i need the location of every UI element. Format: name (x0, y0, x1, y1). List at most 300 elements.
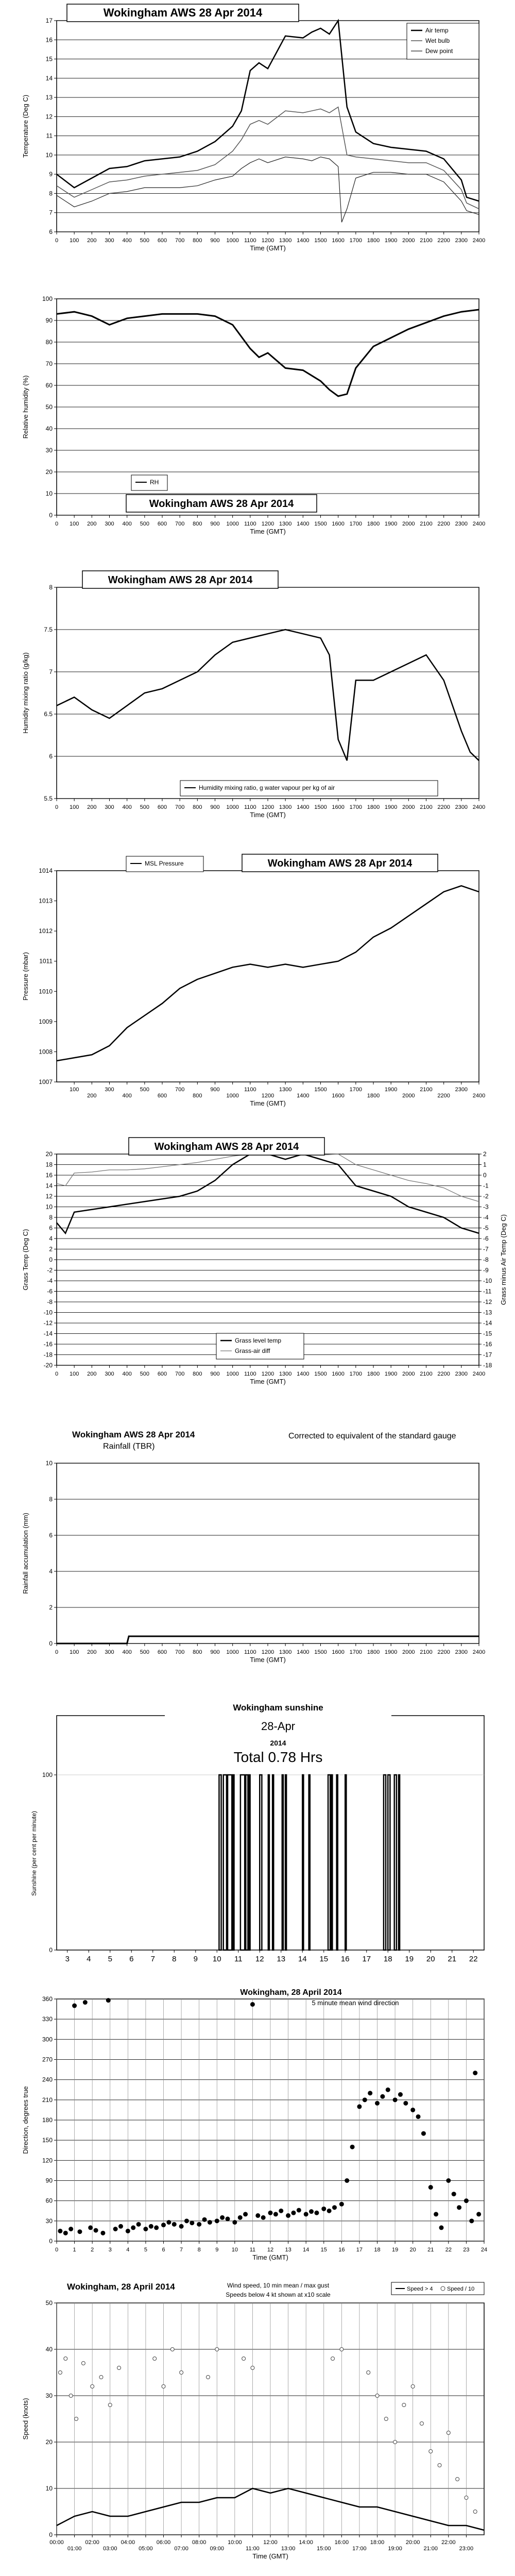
x-tick-label: 2200 (437, 804, 450, 810)
chart-total: Total 0.78 Hrs (233, 1749, 323, 1765)
x-tick-label: 5 (144, 2247, 147, 2253)
y-tick-label: 1014 (39, 867, 53, 874)
x-tick-label: 0 (55, 1649, 59, 1655)
x-tick-label: 2300 (455, 804, 468, 810)
rainfall-chart (0, 1417, 515, 1700)
y2-tick-label: -18 (483, 1362, 492, 1369)
y-tick-label: 11 (46, 132, 53, 140)
x-tick-label: 6 (162, 2247, 165, 2253)
speed-scaled-point (447, 2431, 450, 2435)
direction-point (469, 2218, 474, 2223)
direction-point (77, 2229, 82, 2234)
y-axis-label: Speed (knots) (22, 2398, 29, 2440)
pressure-chart (0, 850, 515, 1133)
grass-temp-chart (0, 1133, 515, 1417)
speed-scaled-point (170, 2348, 174, 2351)
direction-point (63, 2231, 68, 2235)
y-tick-label: 30 (45, 2217, 53, 2225)
chart-year: 2014 (270, 1739, 286, 1747)
y-tick-label: 10 (45, 1460, 53, 1467)
x-tick-label: 11 (234, 1955, 243, 1963)
x-tick-label: 1900 (384, 1371, 398, 1377)
chart-subtitle: Wind speed, 10 min mean / max gust (227, 2282, 330, 2289)
chart-panel-grass-temp (0, 1133, 515, 1417)
x-tick-label: 600 (157, 238, 167, 244)
direction-point (243, 2212, 248, 2216)
chart-panel-wind-direction (0, 1984, 515, 2277)
x-tick-label: 1300 (279, 238, 292, 244)
sunshine-bar (233, 1775, 234, 1950)
x-tick-label: 200 (87, 521, 97, 527)
legend-label: Air temp (425, 27, 449, 34)
temperature-chart (0, 0, 515, 283)
x-tick-label: 07:00 (174, 2546, 188, 2552)
chart-title: Wokingham AWS 28 Apr 2014 (108, 574, 253, 586)
x-tick-label: 1000 (226, 804, 239, 810)
x-tick-label: 0 (55, 238, 59, 244)
x-tick-label: 05:00 (139, 2546, 153, 2552)
x-tick-label: 9 (193, 1955, 198, 1963)
chart-panel-sunshine (0, 1700, 515, 1984)
x-tick-label: 09:00 (210, 2546, 225, 2552)
direction-point (58, 2229, 62, 2233)
direction-point (184, 2218, 189, 2223)
y-tick-label: 240 (42, 2076, 53, 2083)
x-tick-label: 500 (140, 1649, 150, 1655)
x-tick-label: 400 (122, 804, 132, 810)
y-tick-label: 20 (45, 2438, 53, 2446)
x-tick-label: 21 (427, 2247, 434, 2253)
y-tick-label: 20 (45, 468, 53, 476)
direction-point (309, 2209, 314, 2214)
y-tick-label: 6 (49, 1532, 53, 1539)
x-tick-label: 300 (105, 1371, 114, 1377)
direction-point (286, 2213, 290, 2218)
direction-point (416, 2114, 421, 2119)
x-tick-label: 1200 (261, 1093, 274, 1099)
x-tick-label: 2100 (420, 804, 433, 810)
x-tick-label: 400 (122, 238, 132, 244)
direction-point (452, 2192, 456, 2196)
legend-label: RH (150, 479, 159, 486)
x-tick-label: 12 (267, 2247, 274, 2253)
y-tick-label: 1012 (39, 927, 53, 935)
x-tick-label: 7 (180, 2247, 183, 2253)
y-tick-label: 2 (49, 1245, 53, 1253)
direction-point (473, 2071, 477, 2075)
y2-tick-label: -15 (483, 1330, 492, 1337)
direction-point (314, 2211, 319, 2215)
x-tick-label: 400 (122, 1649, 132, 1655)
x-tick-label: 700 (175, 1087, 185, 1093)
speed-scaled-point (108, 2403, 112, 2407)
x-tick-label: 100 (69, 1649, 79, 1655)
x-tick-label: 500 (140, 1087, 150, 1093)
speed-scaled-point (384, 2417, 388, 2421)
y-tick-label: 8 (49, 1214, 53, 1221)
x-tick-label: 23 (463, 2247, 470, 2253)
x-tick-label: 0 (55, 2247, 59, 2253)
speed-scaled-point (251, 2366, 254, 2370)
x-tick-label: 14 (298, 1955, 307, 1963)
direction-point (68, 2227, 73, 2231)
y-tick-label: -16 (43, 1341, 53, 1348)
legend-label: MSL Pressure (145, 860, 184, 867)
chart-title: Wokingham AWS 28 Apr 2014 (149, 498, 294, 510)
x-tick-label: 900 (210, 1649, 220, 1655)
x-tick-label: 800 (193, 1371, 202, 1377)
x-tick-label: 21 (448, 1955, 457, 1963)
x-tick-label: 9 (215, 2247, 219, 2253)
y-tick-label: 360 (42, 1995, 53, 2003)
x-tick-label: 500 (140, 521, 150, 527)
y-axis-label: Direction, degrees true (22, 2086, 29, 2154)
x-tick-label: 1900 (384, 1649, 398, 1655)
x-tick-label: 23:00 (459, 2546, 474, 2552)
x-tick-label: 5 (108, 1955, 112, 1963)
x-tick-label: 1000 (226, 521, 239, 527)
x-tick-label: 10 (212, 1955, 221, 1963)
x-tick-label: 1900 (384, 1087, 398, 1093)
x-tick-label: 13 (277, 1955, 286, 1963)
sunshine-bar (249, 1775, 250, 1950)
y2-tick-label: -3 (483, 1203, 489, 1211)
y-tick-label: 6 (49, 1224, 53, 1232)
direction-point (88, 2225, 93, 2230)
direction-point (106, 1998, 111, 2003)
x-tick-label: 2000 (402, 1371, 415, 1377)
x-tick-label: 1900 (384, 804, 398, 810)
sunshine-bar (282, 1775, 283, 1950)
speed-scaled-point (69, 2394, 73, 2398)
speed-scaled-point (58, 2371, 62, 2375)
direction-point (332, 2205, 337, 2210)
direction-point (279, 2209, 283, 2213)
y-tick-label: 12 (45, 113, 53, 121)
x-tick-label: 800 (193, 1093, 202, 1099)
y-tick-label: 7 (49, 668, 53, 675)
x-tick-label: 1100 (244, 804, 256, 810)
x-tick-label: 11:00 (246, 2546, 260, 2552)
x-axis-label: Time (GMT) (250, 811, 286, 819)
y2-tick-label: -6 (483, 1235, 489, 1242)
x-tick-label: 11 (249, 2247, 256, 2253)
direction-point (428, 2185, 433, 2190)
y-tick-label: 2 (49, 1604, 53, 1611)
y-tick-label: 12 (45, 1193, 53, 1200)
y2-tick-label: -8 (483, 1256, 489, 1263)
x-tick-label: 200 (87, 1371, 97, 1377)
y-tick-label: 0 (49, 2238, 53, 2245)
sunshine-bar (302, 1775, 303, 1950)
x-tick-label: 1600 (332, 804, 345, 810)
y-tick-label: 150 (42, 2137, 53, 2144)
speed-scaled-point (429, 2450, 433, 2453)
x-tick-label: 2400 (472, 238, 486, 244)
speed-scaled-point (402, 2403, 406, 2407)
x-tick-label: 1700 (349, 521, 363, 527)
x-tick-label: 6 (129, 1955, 134, 1963)
sunshine-bar (331, 1775, 332, 1950)
chart-title: Wokingham, 28 April 2014 (240, 1988, 342, 1997)
x-tick-label: 1800 (367, 1649, 380, 1655)
x-tick-label: 600 (157, 1371, 167, 1377)
x-tick-label: 100 (69, 804, 79, 810)
x-tick-label: 1200 (261, 1371, 274, 1377)
x-tick-label: 500 (140, 804, 150, 810)
y-tick-label: -6 (47, 1287, 53, 1295)
speed-scaled-point (99, 2376, 103, 2379)
x-tick-label: 4 (87, 1955, 91, 1963)
x-tick-label: 1500 (314, 804, 327, 810)
x-tick-label: 1400 (297, 1371, 310, 1377)
y2-tick-label: -14 (483, 1319, 492, 1327)
direction-point (403, 2101, 408, 2106)
y2-tick-label: 1 (483, 1161, 487, 1168)
y-axis-label: Humidity mixing ratio (g/kg) (22, 652, 29, 734)
y-tick-label: 7.5 (44, 626, 53, 633)
x-axis-label: Time (GMT) (250, 1099, 286, 1107)
x-tick-label: 22 (469, 1955, 478, 1963)
sunshine-chart (0, 1700, 515, 1984)
x-tick-label: 18 (374, 2247, 381, 2253)
x-axis-label: Time (GMT) (250, 1656, 286, 1664)
y-tick-label: 90 (45, 2177, 53, 2184)
y2-tick-label: -16 (483, 1341, 492, 1348)
direction-point (72, 2004, 77, 2008)
y-tick-label: 1009 (39, 1018, 53, 1025)
y-tick-label: 40 (45, 425, 53, 432)
x-tick-label: 1 (73, 2247, 76, 2253)
x-tick-label: 16:00 (334, 2539, 349, 2546)
x-tick-label: 1000 (226, 1093, 239, 1099)
direction-point (261, 2215, 266, 2220)
direction-point (398, 2092, 403, 2097)
x-tick-label: 18:00 (370, 2539, 385, 2546)
y-axis-label: Grass Temp (Deg C) (22, 1229, 29, 1291)
y-tick-label: 4 (49, 1235, 53, 1242)
x-tick-label: 20:00 (405, 2539, 420, 2546)
x-tick-label: 600 (157, 1649, 167, 1655)
y2-tick-label: -13 (483, 1309, 492, 1316)
x-tick-label: 2400 (472, 1649, 486, 1655)
x-tick-label: 900 (210, 1371, 220, 1377)
y-tick-label: 180 (42, 2116, 53, 2124)
x-tick-label: 900 (210, 238, 220, 244)
x-tick-label: 1800 (367, 238, 380, 244)
speed-scaled-point (465, 2496, 468, 2500)
x-tick-label: 19 (405, 1955, 414, 1963)
x-tick-label: 800 (193, 1649, 202, 1655)
x-tick-label: 1400 (297, 1093, 310, 1099)
direction-point (190, 2221, 194, 2225)
x-tick-label: 15 (319, 1955, 329, 1963)
x-tick-label: 20 (426, 1955, 435, 1963)
legend-label: Humidity mixing ratio, g water vapour per kg of air (199, 784, 335, 791)
direction-point (273, 2212, 278, 2216)
x-tick-label: 800 (193, 521, 202, 527)
x-tick-label: 200 (87, 1649, 97, 1655)
speed-scaled-point (215, 2348, 219, 2351)
y2-tick-label: 2 (483, 1150, 487, 1158)
speed-scaled-point (456, 2478, 459, 2481)
y-tick-label: 8 (49, 190, 53, 197)
direction-point (149, 2224, 153, 2229)
y2-tick-label: -10 (483, 1277, 492, 1284)
direction-point (172, 2222, 177, 2227)
x-tick-label: 1500 (314, 238, 327, 244)
y-tick-label: 300 (42, 2036, 53, 2043)
y-tick-label: 6 (49, 753, 53, 760)
x-tick-label: 0 (55, 804, 59, 810)
humidity-chart (0, 283, 515, 567)
direction-point (250, 2002, 255, 2007)
y-tick-label: 1008 (39, 1048, 53, 1056)
x-tick-label: 03:00 (102, 2546, 117, 2552)
x-tick-label: 700 (175, 1649, 185, 1655)
x-tick-label: 17 (356, 2247, 363, 2253)
x-tick-label: 200 (87, 1093, 97, 1099)
x-axis-label: Time (GMT) (250, 528, 286, 535)
x-tick-label: 12 (255, 1955, 264, 1963)
direction-point (136, 2222, 141, 2227)
y-tick-label: 0 (49, 2531, 53, 2538)
y-tick-label: 120 (42, 2157, 53, 2164)
chart-panel-humidity (0, 283, 515, 567)
plot-area (57, 871, 479, 1082)
speed-scaled-point (180, 2371, 183, 2375)
sunshine-bar (309, 1775, 310, 1950)
direction-point (439, 2225, 444, 2230)
legend-label: Speed > 4 (407, 2286, 433, 2292)
chart-panel-rainfall (0, 1417, 515, 1700)
speed-scaled-point (420, 2422, 423, 2426)
direction-point (345, 2178, 349, 2183)
y-tick-label: 90 (45, 317, 53, 324)
direction-point (434, 2212, 438, 2216)
x-tick-label: 1200 (261, 1649, 274, 1655)
x-tick-label: 1000 (226, 1371, 239, 1377)
x-tick-label: 10:00 (228, 2539, 242, 2546)
x-tick-label: 1100 (244, 521, 256, 527)
speed-scaled-point (411, 2385, 415, 2388)
y-tick-label: 100 (42, 1771, 53, 1778)
plot-area (57, 587, 479, 799)
x-tick-label: 2000 (402, 521, 415, 527)
legend-swatch (441, 2286, 445, 2291)
speed-scaled-point (438, 2464, 441, 2467)
direction-point (421, 2131, 426, 2136)
y2-tick-label: -4 (483, 1214, 489, 1221)
x-tick-label: 3 (108, 2247, 112, 2253)
legend-label: Dew point (425, 47, 453, 55)
x-tick-label: 06:00 (156, 2539, 171, 2546)
x-tick-label: 24 (480, 2247, 488, 2253)
y-tick-label: 60 (45, 382, 53, 389)
y-tick-label: 10 (45, 2485, 53, 2492)
speed-scaled-point (81, 2362, 85, 2365)
x-tick-label: 1100 (244, 1087, 256, 1093)
chart-note: Corrected to equivalent of the standard gauge (288, 1432, 456, 1440)
wind-direction-chart (0, 1984, 515, 2277)
speed-scaled-point (91, 2385, 94, 2388)
speed-scaled-point (473, 2510, 477, 2514)
y2-axis-label: Grass minus Air Temp (Deg C) (500, 1214, 507, 1306)
y-tick-label: -20 (43, 1362, 53, 1369)
y-tick-label: 30 (45, 2392, 53, 2399)
y-tick-label: 0 (49, 1640, 53, 1647)
y-tick-label: -4 (47, 1277, 53, 1284)
x-tick-label: 0 (55, 521, 59, 527)
direction-point (304, 2212, 308, 2216)
chart-panel-mixing-ratio (0, 567, 515, 850)
x-tick-label: 900 (210, 804, 220, 810)
chart-subtitle: Rainfall (TBR) (103, 1442, 155, 1451)
y2-tick-label: -5 (483, 1224, 489, 1232)
direction-point (154, 2225, 159, 2230)
x-tick-label: 01:00 (67, 2546, 82, 2552)
y-tick-label: 70 (45, 360, 53, 367)
y-tick-label: 1010 (39, 988, 53, 995)
x-tick-label: 1600 (332, 1371, 345, 1377)
direction-point (161, 2223, 166, 2227)
x-tick-label: 18 (383, 1955, 392, 1963)
y-tick-label: 20 (45, 1150, 53, 1158)
sunshine-bar (268, 1775, 269, 1950)
x-tick-label: 2300 (455, 1087, 468, 1093)
speed-scaled-point (331, 2357, 335, 2361)
direction-point (321, 2207, 326, 2211)
y-tick-label: 9 (49, 171, 53, 178)
x-tick-label: 600 (157, 804, 167, 810)
y-tick-label: -8 (47, 1298, 53, 1306)
y-tick-label: 14 (45, 74, 53, 82)
x-tick-label: 15:00 (316, 2546, 331, 2552)
speed-scaled-point (117, 2366, 121, 2370)
direction-point (476, 2212, 481, 2216)
x-tick-label: 200 (87, 238, 97, 244)
x-tick-label: 700 (175, 804, 185, 810)
x-tick-label: 22 (445, 2247, 452, 2253)
direction-point (375, 2101, 380, 2106)
x-tick-label: 2000 (402, 1649, 415, 1655)
speed-scaled-point (162, 2385, 165, 2388)
chart-note: Speeds below 4 kt shown at x10 scale (226, 2291, 331, 2298)
speed-scaled-point (340, 2348, 344, 2351)
x-tick-label: 08:00 (192, 2539, 207, 2546)
x-tick-label: 1900 (384, 238, 398, 244)
y-tick-label: 5.5 (44, 795, 53, 802)
x-tick-label: 16 (338, 2247, 345, 2253)
y-tick-label: 16 (45, 1172, 53, 1179)
y-tick-label: 80 (45, 338, 53, 346)
y-tick-label: 40 (45, 2346, 53, 2353)
y2-tick-label: -11 (483, 1287, 492, 1295)
x-tick-label: 400 (122, 1093, 132, 1099)
direction-point (131, 2225, 135, 2230)
x-tick-label: 1600 (332, 1093, 345, 1099)
direction-point (350, 2145, 355, 2149)
direction-point (83, 2000, 88, 2005)
legend-label: Speed / 10 (447, 2286, 475, 2292)
direction-point (380, 2094, 385, 2099)
mixing-ratio-chart (0, 567, 515, 850)
chart-panel-wind-speed (0, 2277, 515, 2571)
y-tick-label: 6.5 (44, 710, 53, 718)
x-tick-label: 1100 (244, 1371, 256, 1377)
x-tick-label: 2300 (455, 521, 468, 527)
x-tick-label: 1500 (314, 1649, 327, 1655)
